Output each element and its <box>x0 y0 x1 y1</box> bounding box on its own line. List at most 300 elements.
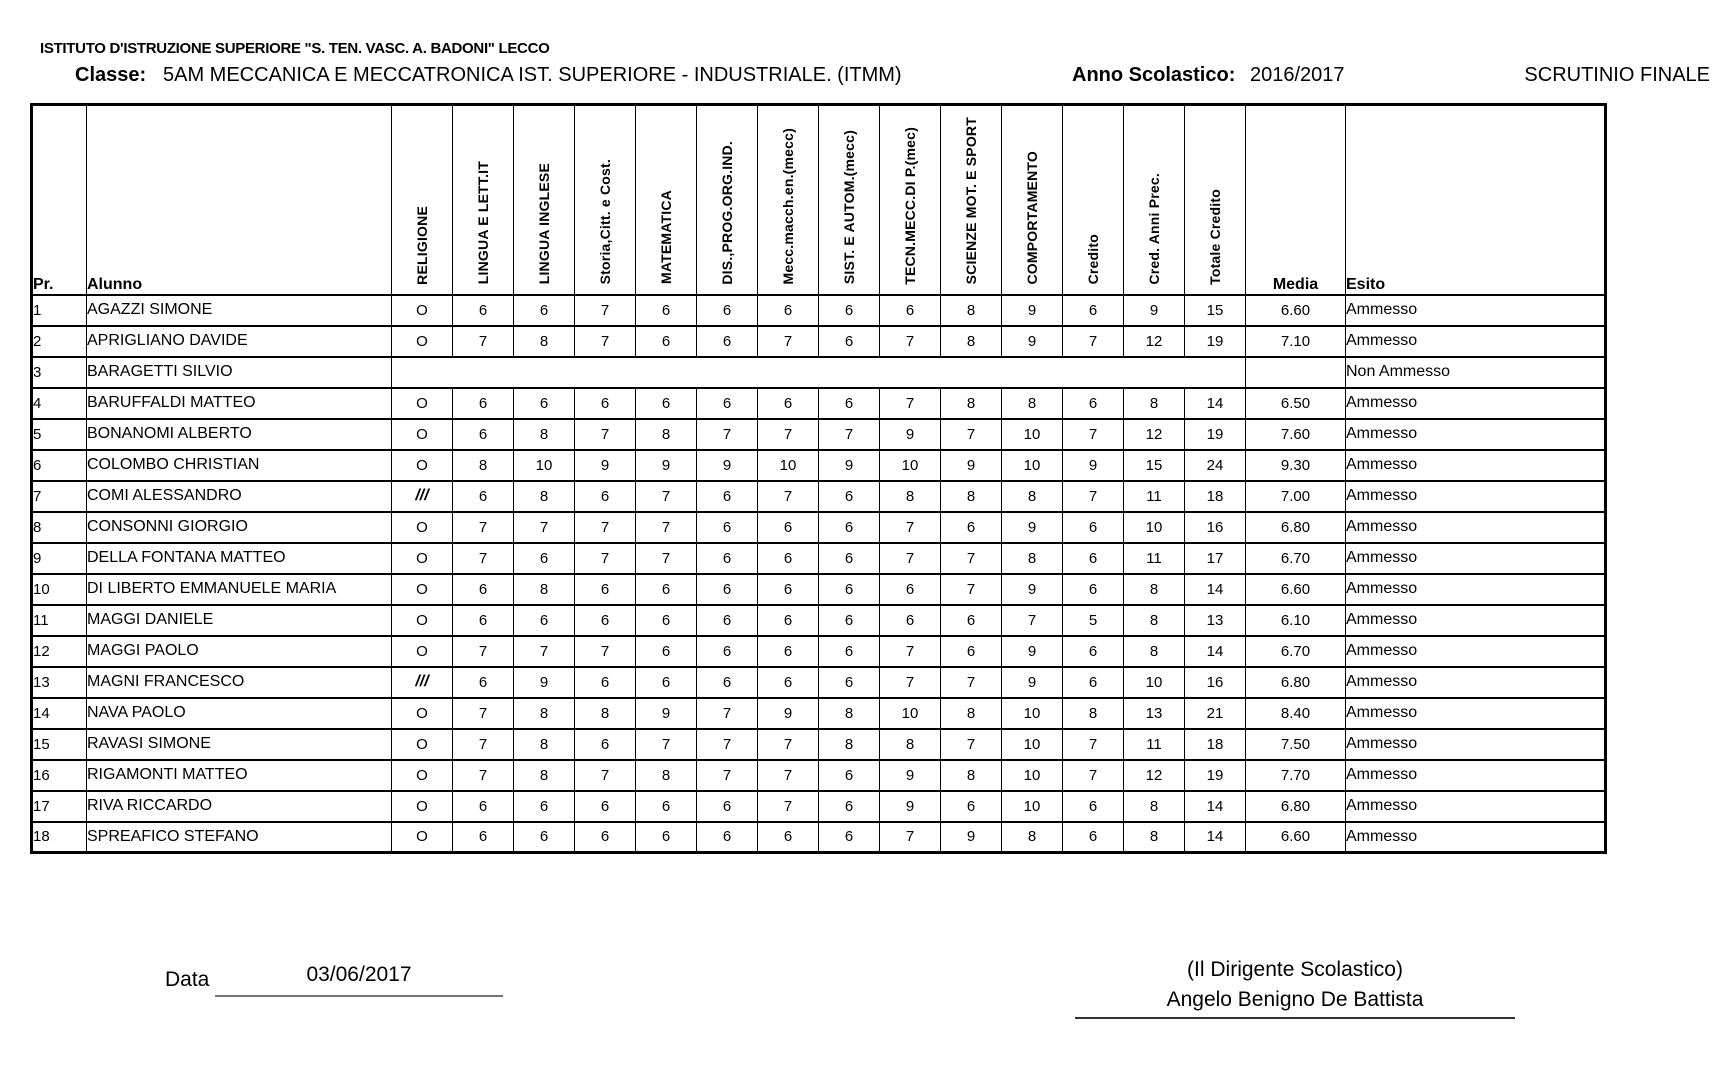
grade-cell: 8 <box>1124 605 1185 636</box>
grade-cell: 7 <box>880 388 941 419</box>
esito-value: Ammesso <box>1346 574 1606 605</box>
grade-cell: 7 <box>880 512 941 543</box>
grade-cell: 8 <box>819 698 880 729</box>
grade-cell: /// <box>392 481 453 512</box>
media-value: 6.10 <box>1246 605 1346 636</box>
grade-cell: 8 <box>941 388 1002 419</box>
grade-cell: 9 <box>1002 512 1063 543</box>
grade-cell: 7 <box>575 512 636 543</box>
grade-cell: 16 <box>1185 512 1246 543</box>
table-row <box>32 326 1606 357</box>
grade-cell: 6 <box>941 605 1002 636</box>
row-number: 8 <box>32 512 87 543</box>
grade-cell: 8 <box>514 729 575 760</box>
grade-cell: 7 <box>636 543 697 574</box>
grade-cell: 6 <box>453 574 514 605</box>
grade-cell: O <box>392 636 453 667</box>
grade-cell: 6 <box>1063 667 1124 698</box>
grade-cell: 8 <box>1002 543 1063 574</box>
empty-grades-cell <box>392 357 1246 388</box>
grade-cell: 7 <box>758 760 819 791</box>
student-name: COMI ALESSANDRO <box>87 481 392 512</box>
grade-cell: 7 <box>758 419 819 450</box>
grade-cell: 8 <box>514 698 575 729</box>
grade-cell: 10 <box>1124 512 1185 543</box>
grade-cell: O <box>392 605 453 636</box>
row-number: 14 <box>32 698 87 729</box>
anno-scolastico-label: Anno Scolastico: <box>1072 64 1236 86</box>
grade-cell: 6 <box>1063 574 1124 605</box>
grade-cell: O <box>392 698 453 729</box>
grade-cell: 7 <box>697 698 758 729</box>
media-value: 7.60 <box>1246 419 1346 450</box>
grade-cell: 8 <box>1124 791 1185 822</box>
student-name: AGAZZI SIMONE <box>87 295 392 326</box>
table-row <box>32 419 1606 450</box>
grade-cell: 6 <box>453 388 514 419</box>
table-row <box>32 636 1606 667</box>
row-number: 7 <box>32 481 87 512</box>
table-row <box>32 574 1606 605</box>
grade-cell: 6 <box>636 574 697 605</box>
grade-cell: O <box>392 512 453 543</box>
grade-cell: 7 <box>1063 729 1124 760</box>
grade-cell: O <box>392 760 453 791</box>
grade-cell: 9 <box>941 822 1002 853</box>
grade-cell: 8 <box>1124 822 1185 853</box>
student-name: RAVASI SIMONE <box>87 729 392 760</box>
grade-cell: 6 <box>758 388 819 419</box>
grade-cell: 9 <box>819 450 880 481</box>
grade-cell: 9 <box>636 698 697 729</box>
media-value <box>1246 357 1346 388</box>
grade-cell: 6 <box>758 512 819 543</box>
grade-cell: 8 <box>1002 481 1063 512</box>
grade-cell: 7 <box>453 512 514 543</box>
grade-cell: 6 <box>636 667 697 698</box>
grade-cell: 7 <box>575 419 636 450</box>
grade-cell: 7 <box>575 543 636 574</box>
media-value: 6.80 <box>1246 667 1346 698</box>
grade-cell: 9 <box>1002 326 1063 357</box>
esito-value: Ammesso <box>1346 543 1606 574</box>
table-row <box>32 295 1606 326</box>
grade-cell: 6 <box>697 295 758 326</box>
grade-cell: 8 <box>1002 822 1063 853</box>
student-name: MAGNI FRANCESCO <box>87 667 392 698</box>
table-row <box>32 605 1606 636</box>
grade-cell: 6 <box>758 667 819 698</box>
grade-cell: 7 <box>1063 326 1124 357</box>
grade-cell: 6 <box>453 295 514 326</box>
row-number: 15 <box>32 729 87 760</box>
table-row <box>32 481 1606 512</box>
grade-cell: 7 <box>758 481 819 512</box>
signature-block <box>1075 958 1515 1019</box>
grade-cell: 6 <box>697 543 758 574</box>
esito-value: Ammesso <box>1346 481 1606 512</box>
grade-cell: 7 <box>880 667 941 698</box>
grade-cell: 9 <box>1063 450 1124 481</box>
table-row <box>32 791 1606 822</box>
grade-cell: 6 <box>758 574 819 605</box>
grade-cell: 6 <box>575 729 636 760</box>
grade-cell: 6 <box>819 667 880 698</box>
grade-cell: 8 <box>941 326 1002 357</box>
grade-cell: 6 <box>697 574 758 605</box>
grade-cell: 6 <box>697 481 758 512</box>
grade-cell: 8 <box>941 760 1002 791</box>
grade-cell: 24 <box>1185 450 1246 481</box>
column-header-credito: Credito <box>1063 105 1124 295</box>
grade-cell: 16 <box>1185 667 1246 698</box>
esito-value: Ammesso <box>1346 760 1606 791</box>
grade-cell: 8 <box>819 729 880 760</box>
table-row <box>32 760 1606 791</box>
grade-cell: 18 <box>1185 481 1246 512</box>
esito-value: Ammesso <box>1346 388 1606 419</box>
grade-cell: 8 <box>941 698 1002 729</box>
grade-cell: 9 <box>941 450 1002 481</box>
grade-cell: 8 <box>880 729 941 760</box>
grade-cell: 6 <box>819 388 880 419</box>
grade-cell: 6 <box>636 388 697 419</box>
grade-cell: 6 <box>575 388 636 419</box>
grade-cell: 6 <box>453 822 514 853</box>
grade-cell: 6 <box>514 543 575 574</box>
student-name: RIGAMONTI MATTEO <box>87 760 392 791</box>
media-value: 7.70 <box>1246 760 1346 791</box>
esito-value: Ammesso <box>1346 729 1606 760</box>
grade-cell: 11 <box>1124 729 1185 760</box>
grade-cell: O <box>392 543 453 574</box>
student-name: MAGGI PAOLO <box>87 636 392 667</box>
grade-cell: 7 <box>575 326 636 357</box>
grade-cell: O <box>392 822 453 853</box>
grade-cell: 19 <box>1185 326 1246 357</box>
grade-cell: 8 <box>514 419 575 450</box>
grade-cell: 11 <box>1124 481 1185 512</box>
grade-cell: 6 <box>819 760 880 791</box>
student-name: CONSONNI GIORGIO <box>87 512 392 543</box>
grade-cell: 6 <box>453 791 514 822</box>
grade-cell: 6 <box>880 295 941 326</box>
grade-cell: 8 <box>514 760 575 791</box>
column-header-esito: Esito <box>1346 105 1606 295</box>
media-value: 8.40 <box>1246 698 1346 729</box>
grade-cell: 7 <box>453 326 514 357</box>
grade-cell: 7 <box>880 326 941 357</box>
grades-table <box>30 103 1607 854</box>
column-header-sist-autom: SIST. E AUTOM.(mecc) <box>819 105 880 295</box>
esito-value: Ammesso <box>1346 326 1606 357</box>
table-row <box>32 729 1606 760</box>
grade-cell: 7 <box>819 419 880 450</box>
grade-cell: 7 <box>880 543 941 574</box>
grade-cell: 9 <box>636 450 697 481</box>
student-name: RIVA RICCARDO <box>87 791 392 822</box>
grade-cell: 6 <box>1063 295 1124 326</box>
grade-cell: O <box>392 574 453 605</box>
grade-cell: 6 <box>575 791 636 822</box>
date-value: 03/06/2017 <box>306 963 412 986</box>
student-name: DI LIBERTO EMMANUELE MARIA <box>87 574 392 605</box>
grade-cell: 6 <box>819 512 880 543</box>
grade-cell: 6 <box>697 822 758 853</box>
grade-cell: 6 <box>697 667 758 698</box>
grade-cell: 9 <box>575 450 636 481</box>
grade-cell: 6 <box>697 326 758 357</box>
grade-cell: 12 <box>1124 326 1185 357</box>
row-number: 2 <box>32 326 87 357</box>
grade-cell: 6 <box>1063 543 1124 574</box>
grade-cell: 7 <box>758 791 819 822</box>
grade-cell: 10 <box>758 450 819 481</box>
grade-cell: 8 <box>514 326 575 357</box>
media-value: 7.10 <box>1246 326 1346 357</box>
row-number: 12 <box>32 636 87 667</box>
grade-cell: 6 <box>819 791 880 822</box>
row-number: 16 <box>32 760 87 791</box>
grade-cell: 19 <box>1185 419 1246 450</box>
column-header-pr: Pr. <box>32 105 87 295</box>
grade-cell: 8 <box>453 450 514 481</box>
grade-cell: 10 <box>1002 419 1063 450</box>
table-row <box>32 698 1606 729</box>
grade-cell: 6 <box>941 636 1002 667</box>
grade-cell: 7 <box>697 729 758 760</box>
grade-cell: 8 <box>636 419 697 450</box>
table-row <box>32 357 1606 388</box>
grade-cell: 6 <box>1063 636 1124 667</box>
grade-cell: 11 <box>1124 543 1185 574</box>
grade-cell: 10 <box>1124 667 1185 698</box>
grade-cell: 13 <box>1185 605 1246 636</box>
grade-cell: 6 <box>941 512 1002 543</box>
grade-cell: 6 <box>819 543 880 574</box>
grade-cell: O <box>392 729 453 760</box>
date-label: Data <box>165 968 210 991</box>
class-header-line <box>0 64 1732 92</box>
grade-cell: 9 <box>1002 295 1063 326</box>
grade-cell: 7 <box>1063 481 1124 512</box>
grade-cell: 8 <box>941 481 1002 512</box>
grade-cell: 7 <box>941 729 1002 760</box>
column-header-mecc-macch: Mecc.macch.en.(mecc) <box>758 105 819 295</box>
grade-cell: 6 <box>636 791 697 822</box>
classe-label: Classe: <box>75 64 147 86</box>
grade-cell: 6 <box>697 512 758 543</box>
column-header-comportamento: COMPORTAMENTO <box>1002 105 1063 295</box>
column-header-dis-prog-org-ind: DIS.,PROG.ORG.IND. <box>697 105 758 295</box>
grade-cell: 7 <box>453 760 514 791</box>
row-number: 11 <box>32 605 87 636</box>
grade-cell: 12 <box>1124 419 1185 450</box>
grade-cell: 9 <box>880 419 941 450</box>
media-value: 9.30 <box>1246 450 1346 481</box>
table-row <box>32 388 1606 419</box>
media-value: 6.70 <box>1246 636 1346 667</box>
grade-cell: 21 <box>1185 698 1246 729</box>
grade-cell: 6 <box>819 295 880 326</box>
esito-value: Ammesso <box>1346 667 1606 698</box>
grade-cell: 6 <box>514 295 575 326</box>
table-row <box>32 450 1606 481</box>
grade-cell: 10 <box>1002 729 1063 760</box>
media-value: 6.60 <box>1246 295 1346 326</box>
grade-cell: 6 <box>514 388 575 419</box>
grade-cell: 7 <box>880 822 941 853</box>
column-header-media: Media <box>1246 105 1346 295</box>
grade-cell: 14 <box>1185 574 1246 605</box>
esito-value: Ammesso <box>1346 450 1606 481</box>
grade-cell: 7 <box>636 729 697 760</box>
esito-value: Ammesso <box>1346 419 1606 450</box>
dirigente-name: Angelo Benigno De Battista <box>1075 988 1515 1019</box>
grade-cell: O <box>392 791 453 822</box>
grade-cell: 7 <box>514 512 575 543</box>
grade-cell: O <box>392 295 453 326</box>
grade-cell: 10 <box>1002 698 1063 729</box>
grade-cell: 8 <box>636 760 697 791</box>
table-row <box>32 822 1606 853</box>
media-value: 6.70 <box>1246 543 1346 574</box>
grade-cell: 14 <box>1185 822 1246 853</box>
date-value-underlined <box>215 963 503 997</box>
grade-cell: 7 <box>636 512 697 543</box>
grade-cell: 6 <box>819 636 880 667</box>
grade-cell: 7 <box>941 543 1002 574</box>
grade-cell: 6 <box>514 822 575 853</box>
esito-value: Ammesso <box>1346 698 1606 729</box>
grade-cell: 6 <box>697 605 758 636</box>
grade-cell: 6 <box>819 605 880 636</box>
student-name: BARUFFALDI MATTEO <box>87 388 392 419</box>
grade-cell: 10 <box>514 450 575 481</box>
grade-cell: 8 <box>1124 388 1185 419</box>
grade-cell: 7 <box>758 729 819 760</box>
grade-cell: 7 <box>514 636 575 667</box>
grade-cell: 8 <box>880 481 941 512</box>
esito-value: Ammesso <box>1346 295 1606 326</box>
grade-cell: 8 <box>1124 636 1185 667</box>
column-header-totale-credito: Totale Credito <box>1185 105 1246 295</box>
grade-cell: 6 <box>819 326 880 357</box>
grade-cell: 7 <box>453 729 514 760</box>
column-header-storia: Storia,Citt. e Cost. <box>575 105 636 295</box>
grade-cell: 14 <box>1185 388 1246 419</box>
row-number: 1 <box>32 295 87 326</box>
grade-cell: 9 <box>697 450 758 481</box>
grade-cell: O <box>392 450 453 481</box>
grade-cell: 6 <box>941 791 1002 822</box>
grade-cell: 7 <box>758 326 819 357</box>
scrutinio-finale-title: SCRUTINIO FINALE <box>1524 64 1710 86</box>
classe-value: 5AM MECCANICA E MECCATRONICA IST. SUPERIORE - INDUSTRIALE. (ITMM) <box>163 64 902 86</box>
table-header-row <box>32 105 1606 295</box>
row-number: 6 <box>32 450 87 481</box>
row-number: 17 <box>32 791 87 822</box>
grade-cell: 6 <box>819 481 880 512</box>
grade-cell: 7 <box>697 760 758 791</box>
grade-cell: 6 <box>514 791 575 822</box>
grade-cell: 6 <box>453 419 514 450</box>
grade-cell: 6 <box>636 605 697 636</box>
row-number: 3 <box>32 357 87 388</box>
student-name: MAGGI DANIELE <box>87 605 392 636</box>
grade-cell: 6 <box>636 295 697 326</box>
grade-cell: 10 <box>880 698 941 729</box>
grade-cell: O <box>392 388 453 419</box>
grade-cell: 9 <box>880 760 941 791</box>
column-header-alunno: Alunno <box>87 105 392 295</box>
grade-cell: 19 <box>1185 760 1246 791</box>
grade-cell: 7 <box>1063 760 1124 791</box>
student-name: BARAGETTI SILVIO <box>87 357 392 388</box>
grade-cell: 15 <box>1124 450 1185 481</box>
grade-cell: 10 <box>1002 450 1063 481</box>
dirigente-title: (Il Dirigente Scolastico) <box>1187 958 1403 981</box>
grade-cell: 7 <box>880 636 941 667</box>
media-value: 6.50 <box>1246 388 1346 419</box>
grade-cell: 6 <box>575 481 636 512</box>
grade-cell: 6 <box>636 636 697 667</box>
esito-value: Non Ammesso <box>1346 357 1606 388</box>
grade-cell: 9 <box>1124 295 1185 326</box>
grade-cell: 17 <box>1185 543 1246 574</box>
grade-cell: 6 <box>697 791 758 822</box>
grade-cell: 7 <box>453 636 514 667</box>
grade-cell: 9 <box>514 667 575 698</box>
column-header-scienze-mot: SCIENZE MOT. E SPORT <box>941 105 1002 295</box>
grade-cell: 7 <box>575 295 636 326</box>
esito-value: Ammesso <box>1346 791 1606 822</box>
grade-cell: 6 <box>636 822 697 853</box>
column-header-lingua-inglese: LINGUA INGLESE <box>514 105 575 295</box>
grade-cell: 7 <box>575 760 636 791</box>
esito-value: Ammesso <box>1346 512 1606 543</box>
grade-cell: 14 <box>1185 791 1246 822</box>
grade-cell: 6 <box>453 605 514 636</box>
anno-scolastico-value: 2016/2017 <box>1250 64 1345 86</box>
grade-cell: 13 <box>1124 698 1185 729</box>
grade-cell: O <box>392 419 453 450</box>
grade-cell: 7 <box>941 419 1002 450</box>
grade-cell: 6 <box>758 605 819 636</box>
grade-cell: 6 <box>697 636 758 667</box>
grade-cell: 8 <box>575 698 636 729</box>
table-row <box>32 512 1606 543</box>
row-number: 13 <box>32 667 87 698</box>
grade-cell: 6 <box>1063 822 1124 853</box>
grade-cell: 6 <box>697 388 758 419</box>
grade-cell: /// <box>392 667 453 698</box>
row-number: 5 <box>32 419 87 450</box>
media-value: 7.50 <box>1246 729 1346 760</box>
grade-cell: 6 <box>758 543 819 574</box>
grade-cell: 7 <box>1002 605 1063 636</box>
grade-cell: 8 <box>514 481 575 512</box>
media-value: 7.00 <box>1246 481 1346 512</box>
grade-cell: 7 <box>1063 419 1124 450</box>
row-number: 18 <box>32 822 87 853</box>
grade-cell: 6 <box>758 822 819 853</box>
grade-cell: 9 <box>1002 636 1063 667</box>
grade-cell: 7 <box>941 667 1002 698</box>
esito-value: Ammesso <box>1346 822 1606 853</box>
grade-cell: 6 <box>575 667 636 698</box>
grade-cell: 14 <box>1185 636 1246 667</box>
